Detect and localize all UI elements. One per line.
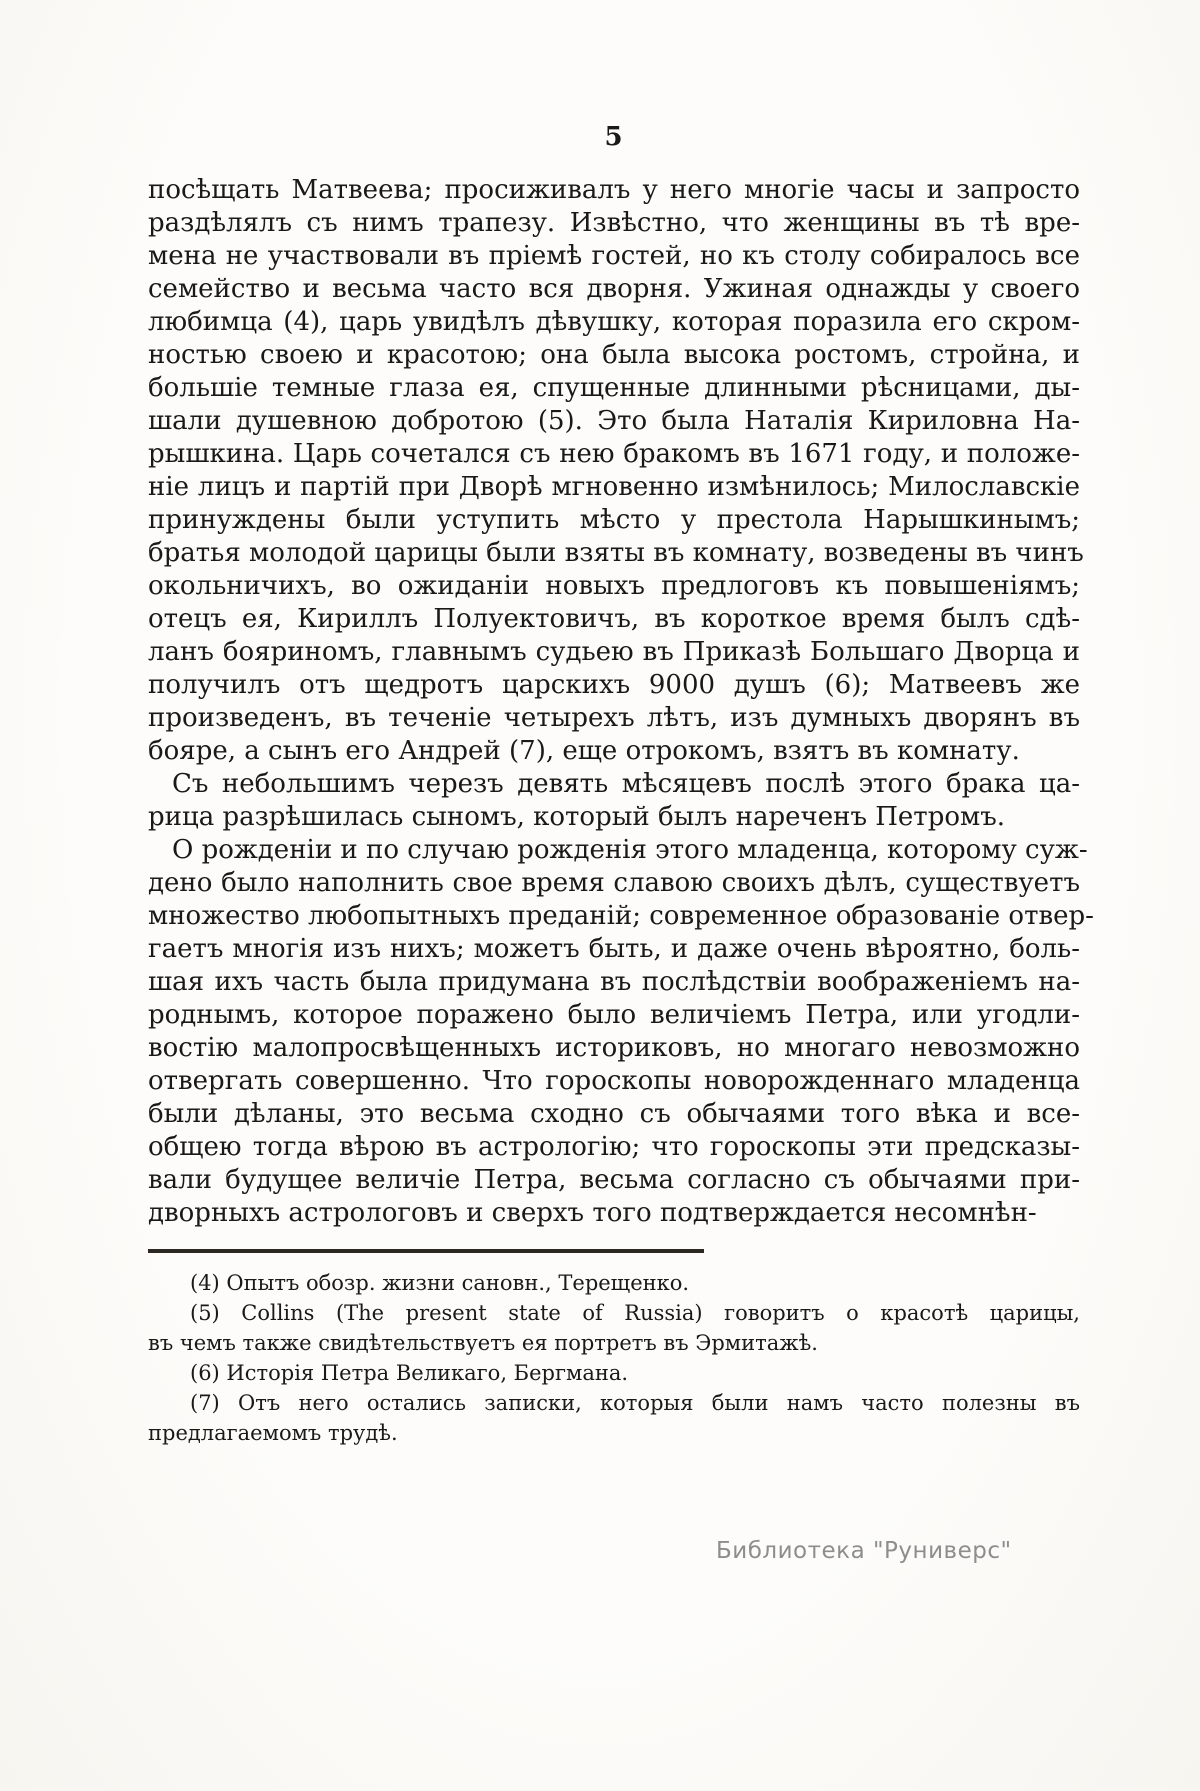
text-line: мена не участвовали въ пріемѣ гостей, но къ столу собиралось все xyxy=(148,241,1080,271)
text-line: большіе темные глаза ея, спущенные длинными рѣсницами, ды- xyxy=(148,373,1080,403)
text-line: братья молодой царицы были взяты въ комнату, возведены въ чинъ xyxy=(148,538,1084,568)
footnote-7 xyxy=(148,1388,1080,1448)
text-line: въ чемъ также свидѣтельствуетъ ея портретъ въ Эрмитажѣ. xyxy=(148,1331,818,1355)
footnote-5 xyxy=(148,1298,1080,1358)
text-line: (5) Collins (The present state of Russia) говоритъ о красотѣ царицы, xyxy=(190,1301,1080,1325)
text-line: О рожденіи и по случаю рожденія этого младенца, которому суж- xyxy=(172,835,1088,865)
text-line: рица разрѣшилась сыномъ, который былъ нареченъ Петромъ. xyxy=(148,802,1006,832)
text-line: рышкина. Царь сочетался съ нею бракомъ въ 1671 году, и положе- xyxy=(148,439,1080,469)
text-line: ностью своею и красотою; она была высока ростомъ, стройна, и xyxy=(148,340,1080,370)
text-line: получилъ отъ щедротъ царскихъ 9000 душъ (6); Матвеевъ же xyxy=(148,670,1080,700)
text-line: ланъ бояриномъ, главнымъ судьею въ Приказѣ Большаго Дворца и xyxy=(148,637,1080,667)
paragraph-birth-of-peter xyxy=(148,768,1080,834)
text-line: бояре, а сынъ его Андрей (7), еще отрокомъ, взятъ въ комнату. xyxy=(148,736,1020,766)
text-line: раздѣлялъ съ нимъ трапезу. Извѣстно, что женщины въ тѣ вре- xyxy=(148,208,1080,238)
text-line: шая ихъ часть была придумана въ послѣдствіи воображеніемъ на- xyxy=(148,967,1080,997)
text-line: вали будущее величіе Петра, весьма согласно съ обычаями при- xyxy=(148,1165,1080,1195)
text-line: дено было наполнить свое время славою своихъ дѣлъ, существуетъ xyxy=(148,868,1080,898)
text-line: общею тогда вѣрою въ астрологію; что гороскопы эти предсказы- xyxy=(148,1132,1080,1162)
paragraph-legends xyxy=(148,834,1094,1230)
main-text-block xyxy=(148,174,1094,1230)
text-line: предлагаемомъ трудѣ. xyxy=(148,1421,398,1445)
text-line: Съ небольшимъ черезъ девять мѣсяцевъ послѣ этого брака ца- xyxy=(172,769,1080,799)
footnote-divider-rule xyxy=(148,1249,704,1253)
text-line: дворныхъ астрологовъ и сверхъ того подтверждается несомнѣн- xyxy=(148,1198,1037,1228)
text-line: востію малопросвѣщенныхъ историковъ, но многаго невозможно xyxy=(148,1033,1080,1063)
text-line: (6) Исторія Петра Великаго, Бергмана. xyxy=(190,1361,629,1385)
text-line: любимца (4), царь увидѣлъ дѣвушку, которая поразила его скром- xyxy=(148,307,1080,337)
text-line: принуждены были уступить мѣсто у престола Нарышкинымъ; xyxy=(148,505,1080,535)
text-line: множество любопытныхъ преданій; современное образованіе отвер- xyxy=(148,901,1094,931)
page-number: 5 xyxy=(604,122,624,152)
text-line: ніе лицъ и партій при Дворѣ мгновенно измѣнилось; Милославскіе xyxy=(148,472,1080,502)
footnotes-block xyxy=(148,1268,1080,1448)
footnote-6 xyxy=(148,1358,1080,1388)
text-line: (7) Отъ него остались записки, которыя были намъ часто полезны въ xyxy=(190,1391,1080,1415)
footnote-4 xyxy=(148,1268,1080,1298)
text-line: посѣщать Матвеева; просиживалъ у него многіе часы и запросто xyxy=(148,175,1080,205)
text-line: окольничихъ, во ожиданіи новыхъ предлоговъ къ повышеніямъ; xyxy=(148,571,1080,601)
text-line: роднымъ, которое поражено было величіемъ Петра, или угодли- xyxy=(148,1000,1080,1030)
text-line: отвергать совершенно. Что гороскопы новорожденнаго младенца xyxy=(148,1066,1080,1096)
text-line: произведенъ, въ теченіе четырехъ лѣтъ, изъ думныхъ дворянъ въ xyxy=(148,703,1080,733)
library-watermark: Библиотека "Руниверс" xyxy=(716,1538,1012,1564)
text-line: были дѣланы, это весьма сходно съ обычаями того вѣка и все- xyxy=(148,1099,1080,1129)
paragraph-continuation xyxy=(148,174,1084,768)
text-line: отецъ ея, Кириллъ Полуектовичъ, въ короткое время былъ сдѣ- xyxy=(148,604,1080,634)
text-line: гаетъ многія изъ нихъ; можетъ быть, и даже очень вѣроятно, боль- xyxy=(148,934,1080,964)
text-line: семейство и весьма часто вся дворня. Ужиная однажды у своего xyxy=(148,274,1080,304)
text-line: (4) Опытъ обозр. жизни сановн., Терещенко. xyxy=(190,1271,690,1295)
page-text-column xyxy=(148,122,1094,1448)
text-line: шали душевною добротою (5). Это была Наталія Кириловна На- xyxy=(148,406,1080,436)
